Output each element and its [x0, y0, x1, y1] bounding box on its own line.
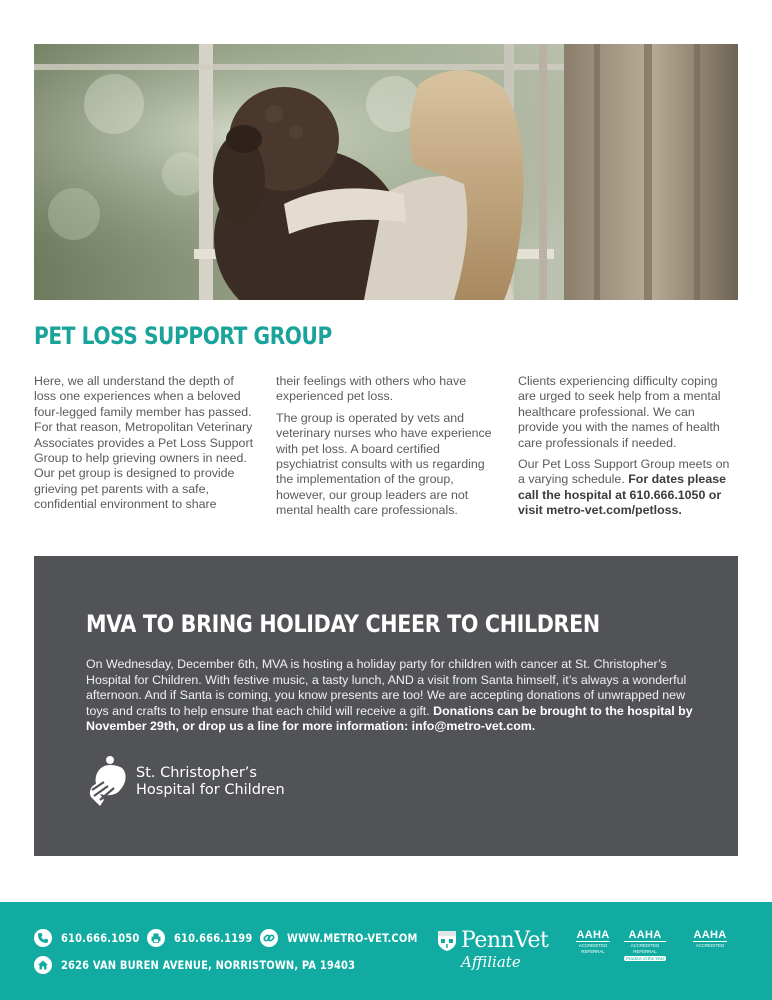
aaha-subtitle: REFERRAL	[581, 949, 605, 954]
holiday-title: MVA TO BRING HOLIDAY CHEER TO CHILDREN	[86, 610, 600, 638]
pennvet-affiliate-text: Affiliate	[461, 953, 521, 971]
footer-phone[interactable]	[34, 929, 152, 947]
hospital-logo-line2: Hospital for Children	[136, 782, 285, 798]
pennvet-affiliate-logo	[437, 930, 559, 972]
phone-number: 610.666.1050	[61, 931, 140, 945]
pet-loss-paragraph: Here, we all understand the depth of loss one experiences when a beloved four-legged family member has passed. For that reason, Metropolitan Veterinary Associates provides a Pet Loss Support Group to help grieving owners in need. Our pet group is designed to provide grieving pet parents with a safe, confidential environment to share	[34, 374, 254, 512]
aaha-badge-accredited	[693, 930, 727, 974]
st-christophers-logo	[86, 752, 286, 812]
address-text: 2626 VAN BUREN AVENUE, NORRISTOWN, PA 19403	[61, 958, 356, 972]
website-link: WWW.METRO-VET.COM	[287, 931, 418, 945]
aaha-subtitle: ACCREDITED	[695, 943, 725, 948]
home-icon	[34, 956, 52, 974]
aaha-practice-of-year: Practice of the Year	[625, 956, 665, 961]
fax-number: 610.666.1199	[174, 931, 253, 945]
child-silhouette-icon	[86, 754, 130, 810]
pet-loss-column-1	[34, 374, 256, 524]
holiday-body-text: On Wednesday, December 6th, MVA is hosting a holiday party for children with cancer at St. Christopher’s Hospital for Children. With festive music, a tasty lunch, AND a visit from Santa himself, it’s always a wonderful afternoon. And if Santa is coming, you know presents are too! We are accepting donations of unwrapped new toys and crafts to help ensure that each child will receive a gift.	[86, 657, 687, 718]
aaha-subtitle: REFERRAL	[633, 949, 657, 954]
phone-icon	[34, 929, 52, 947]
aaha-word: AAHA	[624, 930, 666, 942]
pet-loss-paragraph: their feelings with others who have experienced pet loss.	[276, 374, 467, 404]
hospital-logo-text	[136, 765, 285, 799]
holiday-donation-contact[interactable]: Donations can be brought to the hospital by November 29th, or drop us a line for more information: info@metro-vet.com.	[86, 703, 693, 734]
pet-loss-schedule-paragraph	[518, 457, 738, 519]
aaha-word: AAHA	[576, 929, 610, 941]
pet-loss-paragraph: The group is operated by vets and veterinary nurses who have experience with pet loss. A board certified psychiatrist consults with us regarding the implementation of the group, however, our group leaders are not mental health care professionals.	[276, 410, 492, 518]
girl-hugging-dog-photo	[34, 44, 738, 300]
pet-loss-column-3	[518, 374, 738, 524]
footer-address	[34, 956, 403, 974]
holiday-panel	[34, 556, 738, 856]
pet-loss-title: PET LOSS SUPPORT GROUP	[34, 322, 332, 350]
aaha-subtitle: ACCREDITED	[630, 943, 660, 948]
aaha-word: AAHA	[693, 929, 727, 941]
fax-icon	[147, 929, 165, 947]
schedule-text: Our Pet Loss Support Group meets on a varying schedule.	[518, 457, 730, 487]
aaha-subtitle: ACCREDITED	[578, 943, 608, 948]
footer-fax[interactable]	[147, 929, 265, 947]
pet-loss-columns	[34, 374, 738, 524]
hospital-logo-line1: St. Christopher’s	[136, 765, 257, 781]
footer	[0, 902, 772, 1000]
footer-website[interactable]	[260, 929, 439, 947]
holiday-body	[86, 657, 696, 735]
pennvet-name: PennVet	[461, 928, 549, 953]
schedule-contact-link[interactable]: For dates please call the hospital at 610.666.1050 or visit metro-vet.com/petloss.	[518, 472, 726, 518]
pet-loss-column-2	[276, 374, 501, 524]
link-icon	[260, 929, 278, 947]
hero-photo	[34, 44, 738, 300]
pet-loss-paragraph: Clients experiencing difficulty coping are urged to seek help from a mental healthcare professional. We can provide you with the names of health care professionals if needed.	[518, 374, 721, 450]
aaha-badge-practice-of-year	[624, 930, 666, 974]
penn-shield-icon	[437, 930, 457, 952]
aaha-badge-accredited-referral	[576, 930, 610, 974]
